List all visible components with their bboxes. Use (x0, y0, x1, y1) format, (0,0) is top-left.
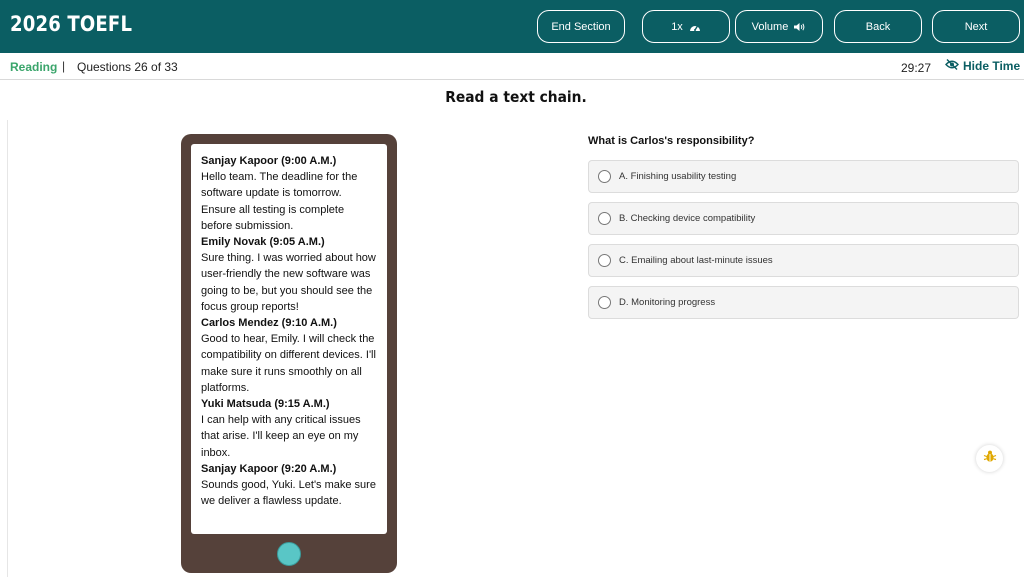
message (201, 396, 377, 461)
radio-button[interactable] (598, 212, 611, 225)
back-label: Back (865, 20, 891, 33)
option-label: D. Monitoring progress (619, 297, 716, 308)
speedometer-icon (689, 22, 701, 32)
hide-time-button[interactable] (945, 59, 1020, 73)
question-prompt: What is Carlos's responsibility? (588, 135, 755, 147)
volume-label: Volume (751, 20, 789, 33)
end-section-label: End Section (551, 20, 611, 33)
passage-heading: Read a text chain. (445, 88, 587, 106)
message-text: Sure thing. I was worried about how user-friendly the new software was going to be, but you should see the focus group reports! (201, 252, 376, 313)
section-name: Reading (10, 60, 58, 74)
phone-home-button (277, 542, 301, 566)
question-count: Questions 26 of 33 (77, 60, 178, 74)
hide-time-label: Hide Time (963, 59, 1021, 73)
answer-option-d[interactable] (588, 286, 1019, 319)
next-button[interactable] (932, 10, 1020, 43)
answer-option-a[interactable] (588, 160, 1019, 193)
volume-button[interactable] (735, 10, 823, 43)
message-text: Hello team. The deadline for the software update is tomorrow. Ensure all testing is complete before submission. (201, 171, 358, 232)
top-bar (0, 0, 1024, 53)
status-separator: | (62, 59, 66, 73)
report-bug-button[interactable] (976, 445, 1003, 472)
speed-label: 1x (671, 20, 683, 33)
radio-button[interactable] (598, 170, 611, 183)
back-button[interactable] (834, 10, 922, 43)
text-chain[interactable] (191, 144, 387, 534)
message-text: I can help with any critical issues that arise. I'll keep an eye on my inbox. (201, 414, 361, 459)
option-label: A. Finishing usability testing (619, 171, 737, 182)
radio-button[interactable] (598, 254, 611, 267)
next-label: Next (964, 20, 988, 33)
message-sender: Sanjay Kapoor (9:20 A.M.) (201, 462, 337, 475)
timer: 29:27 (901, 61, 932, 75)
message-sender: Emily Novak (9:05 A.M.) (201, 236, 325, 249)
phone-frame (181, 134, 397, 573)
message-text: Good to hear, Emily. I will check the compatibility on different devices. I'll make sure it runs smoothly on all platforms. (201, 333, 376, 394)
status-bar (0, 53, 1024, 80)
message-sender: Sanjay Kapoor (9:00 A.M.) (201, 155, 337, 167)
message-sender: Carlos Mendez (9:10 A.M.) (201, 317, 337, 330)
message-text: Sounds good, Yuki. Let's make sure we deliver a flawless update. (201, 479, 376, 508)
message (201, 461, 377, 510)
message (201, 315, 377, 396)
message (201, 153, 377, 234)
option-label: B. Checking device compatibility (619, 213, 756, 224)
left-edge-divider (0, 120, 8, 577)
answer-option-b[interactable] (588, 202, 1019, 235)
speed-button[interactable] (642, 10, 730, 43)
speaker-icon (794, 22, 806, 32)
option-label: C. Emailing about last-minute issues (619, 255, 773, 266)
app-title: 2026 TOEFL (10, 12, 133, 36)
message-sender: Yuki Matsuda (9:15 A.M.) (201, 398, 330, 411)
message (201, 234, 377, 315)
end-section-button[interactable] (537, 10, 625, 43)
eye-slash-icon (945, 59, 959, 73)
radio-button[interactable] (598, 296, 611, 309)
bug-icon (983, 449, 997, 468)
answer-option-c[interactable] (588, 244, 1019, 277)
